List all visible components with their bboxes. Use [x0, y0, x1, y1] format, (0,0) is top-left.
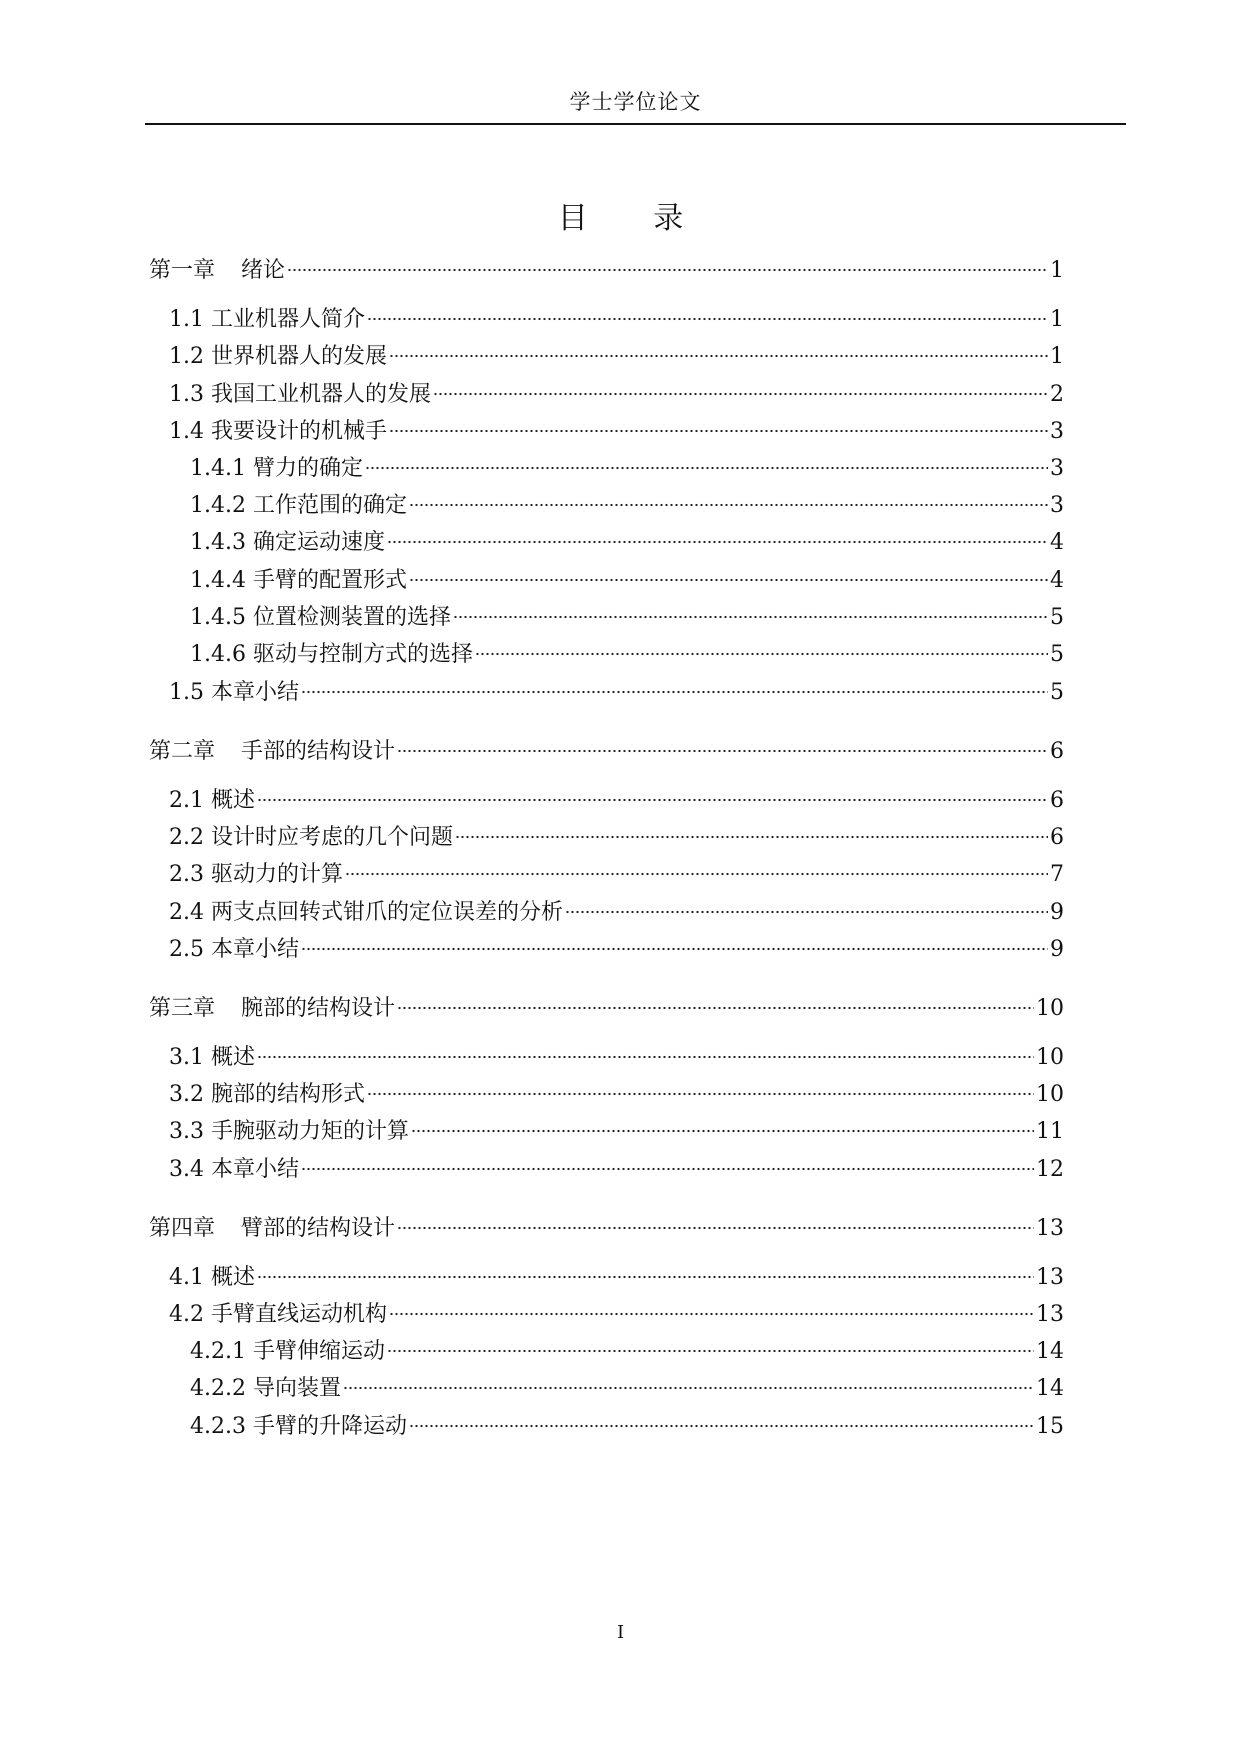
toc-entry-label: 3.1 概述 — [169, 1045, 255, 1070]
dot-leader — [409, 1424, 1034, 1428]
toc-entry-label: 1.5 本章小结 — [169, 680, 299, 705]
toc-chapter-title: 臂部的结构设计 — [241, 1216, 396, 1241]
toc-entry-label: 1.4.3 确定运动速度 — [190, 530, 385, 555]
toc-subsection-entry[interactable] — [190, 642, 1064, 668]
dot-leader — [409, 503, 1048, 507]
toc-chapter-title: 手部的结构设计 — [241, 739, 396, 764]
toc-entry-label: 2.5 本章小结 — [169, 937, 299, 962]
toc-page-number: 6 — [1050, 788, 1064, 813]
toc-subsection-entry[interactable] — [190, 1376, 1064, 1402]
dot-leader — [389, 1312, 1034, 1316]
toc-entry-label: 2.3 驱动力的计算 — [169, 862, 343, 887]
toc-section-entry[interactable] — [169, 344, 1064, 370]
toc-chapter-title: 腕部的结构设计 — [241, 996, 396, 1021]
toc-page-number: 12 — [1036, 1157, 1064, 1182]
toc-entry-label: 1.4.2 工作范围的确定 — [190, 493, 407, 518]
toc-entry-label: 1.1 工业机器人简介 — [169, 307, 365, 332]
toc-entry-label: 1.2 世界机器人的发展 — [169, 344, 387, 369]
dot-leader — [565, 910, 1048, 914]
toc-section-entry[interactable] — [169, 382, 1064, 408]
toc-page-number: 7 — [1050, 862, 1064, 887]
toc-page-number: 5 — [1050, 642, 1064, 667]
toc-entry-label: 3.3 手腕驱动力矩的计算 — [169, 1119, 409, 1144]
toc-page-number: 13 — [1036, 1216, 1064, 1241]
toc-entry-label: 2.4 两支点回转式钳爪的定位误差的分析 — [169, 900, 563, 925]
dot-leader — [367, 1092, 1034, 1096]
dot-leader — [301, 1167, 1034, 1171]
toc-page-number: 13 — [1036, 1302, 1064, 1327]
dot-leader — [389, 354, 1048, 358]
dot-leader — [345, 872, 1048, 876]
toc-page-number: 2 — [1050, 382, 1064, 407]
dot-leader — [453, 615, 1048, 619]
toc-page-number: 10 — [1036, 1045, 1064, 1070]
page-number: I — [616, 1622, 625, 1643]
dot-leader — [455, 835, 1048, 839]
toc-entry-label: 3.4 本章小结 — [169, 1157, 299, 1182]
toc-chapter-title: 绪论 — [241, 258, 286, 283]
toc-page-number: 14 — [1036, 1339, 1064, 1364]
toc-chapter-entry[interactable] — [149, 996, 1064, 1022]
toc-section-entry[interactable] — [169, 1082, 1064, 1108]
toc-page-number: 9 — [1050, 937, 1064, 962]
dot-leader — [475, 652, 1048, 656]
toc-entry-label — [149, 1216, 395, 1242]
toc-page-number: 1 — [1050, 307, 1064, 332]
toc-page-number: 14 — [1036, 1376, 1064, 1401]
toc-chapter-number: 第二章 — [149, 739, 216, 764]
toc-entry-label: 4.2 手臂直线运动机构 — [169, 1302, 387, 1327]
dot-leader — [367, 317, 1048, 321]
toc-chapter-entry[interactable] — [149, 1216, 1064, 1242]
dot-leader — [365, 466, 1048, 470]
toc-section-entry[interactable] — [169, 900, 1064, 926]
dot-leader — [389, 429, 1048, 433]
toc-chapter-number: 第一章 — [149, 258, 216, 283]
toc-section-entry[interactable] — [169, 307, 1064, 333]
toc-section-entry[interactable] — [169, 680, 1064, 706]
toc-page-number: 5 — [1050, 680, 1064, 705]
toc-entry-label: 1.4.6 驱动与控制方式的选择 — [190, 642, 473, 667]
toc-entry-label: 1.4.4 手臂的配置形式 — [190, 568, 407, 593]
toc-chapter-number: 第三章 — [149, 996, 216, 1021]
toc-page-number: 6 — [1050, 825, 1064, 850]
toc-section-entry[interactable] — [169, 862, 1064, 888]
toc-page-number: 13 — [1036, 1265, 1064, 1290]
toc-subsection-entry[interactable] — [190, 568, 1064, 594]
toc-page-number: 15 — [1036, 1414, 1064, 1439]
toc-section-entry[interactable] — [169, 825, 1064, 851]
toc-subsection-entry[interactable] — [190, 605, 1064, 631]
toc-chapter-entry[interactable] — [149, 739, 1064, 765]
toc-chapter-number: 第四章 — [149, 1216, 216, 1241]
toc-subsection-entry[interactable] — [190, 456, 1064, 482]
toc-entry-label: 1.4 我要设计的机械手 — [169, 419, 387, 444]
toc-entry-label: 3.2 腕部的结构形式 — [169, 1082, 365, 1107]
toc-subsection-entry[interactable] — [190, 530, 1064, 556]
toc-section-entry[interactable] — [169, 419, 1064, 445]
dot-leader — [397, 1006, 1034, 1010]
toc-entry-label: 2.2 设计时应考虑的几个问题 — [169, 825, 453, 850]
toc-page-number: 1 — [1050, 344, 1064, 369]
dot-leader — [287, 268, 1048, 272]
toc-chapter-entry[interactable] — [149, 258, 1064, 284]
dot-leader — [301, 690, 1048, 694]
toc-subsection-entry[interactable] — [190, 493, 1064, 519]
toc-page-number: 10 — [1036, 996, 1064, 1021]
toc-page-number: 1 — [1050, 258, 1064, 283]
toc-subsection-entry[interactable] — [190, 1414, 1064, 1440]
dot-leader — [397, 1226, 1034, 1230]
toc-entry-label: 1.4.5 位置检测装置的选择 — [190, 605, 451, 630]
toc-entry-label: 4.2.1 手臂伸缩运动 — [190, 1339, 385, 1364]
dot-leader — [397, 749, 1048, 753]
toc-entry-label — [149, 996, 395, 1022]
running-header: 学士学位论文 — [569, 90, 702, 114]
dot-leader — [301, 947, 1048, 951]
dot-leader — [409, 578, 1048, 582]
toc-page-number: 3 — [1050, 456, 1064, 481]
toc-section-entry[interactable] — [169, 1302, 1064, 1328]
dot-leader — [343, 1386, 1034, 1390]
dot-leader — [257, 798, 1048, 802]
toc-entry-label: 4.2.3 手臂的升降运动 — [190, 1414, 407, 1439]
dot-leader — [257, 1275, 1034, 1279]
toc-section-entry[interactable] — [169, 1119, 1064, 1145]
toc-section-entry[interactable] — [169, 1045, 1064, 1071]
toc-page-number: 11 — [1036, 1119, 1064, 1144]
toc-page-number: 3 — [1050, 419, 1064, 444]
toc-entry-label — [149, 258, 285, 284]
toc-section-entry[interactable] — [169, 1157, 1064, 1183]
toc-section-entry[interactable] — [169, 937, 1064, 963]
toc-page-number: 6 — [1050, 739, 1064, 764]
toc-entry-label: 1.3 我国工业机器人的发展 — [169, 382, 431, 407]
toc-entry-label: 4.1 概述 — [169, 1265, 255, 1290]
toc-entry-label: 4.2.2 导向装置 — [190, 1376, 341, 1401]
dot-leader — [387, 540, 1048, 544]
toc-page-number: 9 — [1050, 900, 1064, 925]
toc-page-number: 5 — [1050, 605, 1064, 630]
toc-subsection-entry[interactable] — [190, 1339, 1064, 1365]
toc-entry-label: 2.1 概述 — [169, 788, 255, 813]
toc-title: 目 录 — [557, 201, 712, 236]
toc-page-number: 3 — [1050, 493, 1064, 518]
dot-leader — [433, 392, 1048, 396]
toc-section-entry[interactable] — [169, 1265, 1064, 1291]
toc-page-number: 10 — [1036, 1082, 1064, 1107]
toc-entry-label — [149, 739, 395, 765]
dot-leader — [257, 1055, 1034, 1059]
toc-page-number: 4 — [1050, 530, 1064, 555]
toc-entry-label: 1.4.1 臂力的确定 — [190, 456, 363, 481]
toc-section-entry[interactable] — [169, 788, 1064, 814]
dot-leader — [411, 1129, 1034, 1133]
dot-leader — [387, 1349, 1034, 1353]
toc-page-number: 4 — [1050, 568, 1064, 593]
